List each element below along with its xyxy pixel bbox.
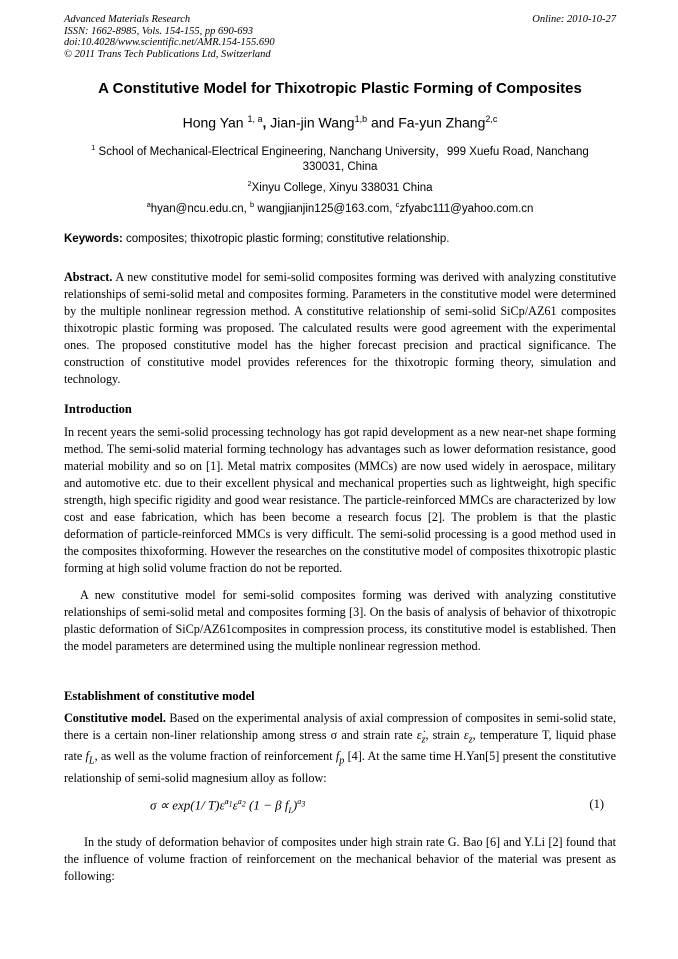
keywords-text: composites; thixotropic plastic forming; constitutive relationship. (122, 233, 450, 245)
equation-part: (1 − β f (249, 797, 289, 813)
paragraph-text: , temperature T, liquid phase rate (64, 728, 616, 764)
equation-exp: a (224, 797, 229, 806)
author-sup: 2,c (485, 114, 498, 124)
copyright-line: © 2011 Trans Tech Publications Ltd, Switzerland (64, 48, 271, 60)
email: hyan@ncu.edu.cn, (150, 202, 251, 215)
doi-line: doi:10.4028/www.scientific.net/AMR.154-155.690 (64, 37, 275, 48)
constitutive-model-paragraph (64, 710, 616, 787)
equation-part: σ ∝ exp(1/ T) (150, 797, 220, 813)
introduction-paragraph-1: In recent years the semi-solid processing technology has got rapid development as a new near-net shape forming method. The semi-solid material forming technology has advantages such as lower deformation resistance, good material mobility and so on [1]. Metal matrix composites (MMCs) are now used widely in aerospace, military and automotive etc. due to their excellent physical and mechanical properties such as lightweight, high specific strength, high specific rigidity and good wear resistance. The particle-reinforced MMCs are characterized by low cost and ease fabrication, which has been become a research focus [2]. The problem is that the plastic deformation of particle-reinforced MMCs is very difficult. The semi-solid processing is a good method used in the composites thixoforming. However the researches on the constitutive model of composites thixotropic plastic forming at high solid volume fraction do not be reported. (64, 425, 616, 575)
equation-number: (1) (589, 797, 604, 811)
affiliation-1 (64, 140, 616, 175)
paragraph-text: Based on the experimental analysis of axial compression of composites in semi-solid state, there is a certain non-liner relationship among stress σ and strain rate (64, 711, 617, 742)
author-name: Fa-yun Zhang (398, 114, 486, 131)
strain-symbol (463, 728, 473, 746)
symbol: f (335, 749, 340, 764)
liquid-rate-symbol (85, 749, 95, 767)
symbol-sub: L (88, 755, 95, 767)
equation-sub: L (288, 805, 293, 815)
abstract (64, 269, 616, 388)
journal-header (64, 14, 616, 60)
keywords (64, 233, 616, 245)
symbol: f (85, 749, 89, 764)
author-sup: 1,b (354, 114, 368, 124)
equation-1 (150, 797, 616, 815)
section-heading-introduction: Introduction (64, 402, 132, 416)
affiliation-sup: 2 (247, 179, 252, 188)
affiliation-2 (64, 176, 616, 196)
affiliation-sup: 1 (91, 143, 96, 152)
equation-exp-sub: 1 (228, 799, 233, 809)
paragraph-text: In the study of deformation behavior of composites under high strain rate G. Bao [6] and Y.Li [2] found that the influence of volume fraction of reinforcement on the mechanical behavior of the material was present as following: (64, 835, 616, 883)
symbol-sub: p (339, 755, 345, 767)
section-heading-establishment: Establishment of constitutive model (64, 689, 255, 703)
abstract-text: A new constitutive model for semi-solid composites forming was derived with analyzing constitutive relationships of semi-solid metal and composites forming. Parameters in the constitutive model were determined by the multiple nonlinear regression method. A constitutive relationship of semi-solid SiCp/AZ61 composites thixotropic plastic forming was proposed. The calculated results were good agreement with the experimental ones. The proposed constitutive model has the higher forecast precision and practical significance. The construction of constitutive model provides references for the thixotropic forming theory, simulation and technology. (64, 270, 616, 386)
equation-exp-sub: 2 (241, 799, 246, 809)
affiliation-line: School of Mechanical-Electrical Engineering, Nanchang University，999 Xuefu Road, Nanchang (95, 145, 589, 158)
paragraph-text: , strain (425, 728, 464, 742)
run-in-heading: Constitutive model. (64, 711, 166, 725)
journal-name: Advanced Materials Research (64, 14, 191, 25)
introduction-paragraph-2 (64, 587, 616, 655)
author-list: Hong Yan $^{1, a}$, Jian-jin Wang$^{1,b}$ and Fa-yun Zhang$^{2,c}$ (182, 114, 498, 131)
symbol-sub: z (421, 734, 426, 746)
abstract-label: Abstract. (64, 270, 113, 284)
issn-line: ISSN: 1662-8985, Vols. 154-155, pp 690-693 (64, 25, 253, 37)
affiliation-line: 330031, China (302, 160, 378, 173)
symbol: ε̇ (416, 728, 422, 742)
email-list (64, 197, 616, 217)
equation-part: ) (292, 797, 298, 813)
symbol-sub: z (468, 734, 473, 746)
author-sup: 1, a (247, 114, 263, 124)
equation-exp-sub: 3 (301, 799, 306, 809)
email-sup: c (395, 200, 400, 209)
equation-part: ε̇ (219, 797, 225, 813)
author-name: Hong Yan (182, 114, 244, 131)
paragraph-text: , as well as the volume fraction of reinforcement (94, 749, 336, 764)
symbol: ε (463, 728, 469, 742)
paragraph-text: [4]. At the same time H.Yan[5] present the constitutive relationship of semi-solid magnesium alloy as follow: (64, 749, 616, 785)
equation-exp: a (297, 797, 302, 806)
email: zfyabc111@yahoo.com.cn (399, 202, 534, 215)
equation-exp: a (237, 797, 242, 806)
paragraph-text: A new constitutive model for semi-solid composites forming was derived with analyzing constitutive relationships of semi-solid metal and composites forming [3]. On the basis of analysis of behavior of thixotropic plastic deformation of SiCp/AZ61composites in compression process, its constitutive model is established. Then the model parameters are determined using the multiple nonlinear regression method. (64, 588, 616, 653)
affiliation-line: Xinyu College, Xinyu 338031 China (251, 181, 433, 194)
keywords-label: Keywords: (64, 233, 123, 245)
body-paragraph (64, 834, 616, 885)
email-sup: a (146, 200, 151, 209)
email-sup: b (250, 200, 255, 209)
paper-title: A Constitutive Model for Thixotropic Plastic Forming of Composites (98, 80, 582, 97)
equation-part: ε (232, 797, 238, 813)
email: wangjianjin125@163.com, (254, 202, 396, 215)
author-name: Jian-jin Wang (270, 114, 355, 131)
online-date: Online: 2010-10-27 (532, 14, 616, 25)
